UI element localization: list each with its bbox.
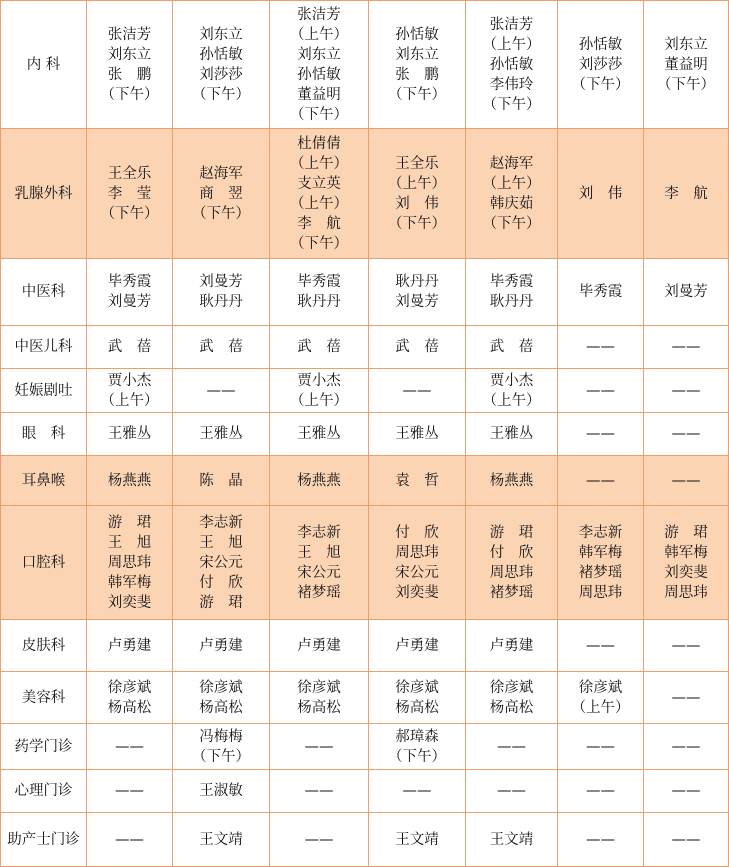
schedule-cell (87, 129, 173, 259)
schedule-cell (644, 770, 729, 813)
dept-name: 口腔科 (21, 554, 66, 571)
schedule-cell (270, 620, 369, 672)
doctor-entry: 王淑敏 (199, 783, 243, 799)
schedule-cell (369, 506, 466, 620)
doctor-entry: —— (586, 472, 615, 489)
doctor-entry: 韩庆茹 (489, 195, 534, 212)
doctor-entry: 卢勇建 (297, 637, 341, 654)
dept-name: 皮肤科 (21, 637, 66, 654)
dept-name: 耳鼻喉 (21, 472, 66, 489)
doctor-entry: —— (206, 382, 236, 399)
doctor-entry: 刘东立 (297, 46, 341, 63)
doctor-entry: 孙恬敏 (578, 36, 623, 53)
doctor-entry: （上午） (482, 175, 541, 192)
dept-name-cell (1, 506, 87, 620)
doctor-entry: 杨高松 (297, 699, 341, 716)
schedule-cell (173, 724, 270, 770)
doctor-entry: —— (671, 426, 701, 442)
doctor-entry: 武 蓓 (489, 339, 534, 355)
doctor-entry: 宋公元 (199, 554, 243, 571)
schedule-cell (369, 770, 466, 813)
schedule-cell (270, 770, 369, 813)
doctor-entry: 刘奕斐 (395, 584, 439, 601)
doctor-entry: 杨燕燕 (297, 472, 341, 489)
doctor-entry: 卢勇建 (395, 637, 439, 654)
dept-name-cell (1, 413, 87, 456)
table-row-midwife-clinic (1, 813, 729, 867)
schedule-cell (466, 813, 558, 867)
schedule-cell (644, 456, 729, 506)
dept-name-cell (1, 456, 87, 506)
doctor-entry: 毕秀霞 (578, 284, 623, 300)
doctor-entry: 李 航 (664, 185, 708, 202)
doctor-entry: 王文靖 (489, 831, 534, 848)
doctor-entry: —— (586, 783, 615, 799)
doctor-entry: 张洁芳 (107, 26, 152, 43)
schedule-cell (558, 413, 644, 456)
schedule-cell (87, 413, 173, 456)
doctor-entry: 王雅丛 (395, 426, 439, 442)
schedule-cell (173, 506, 270, 620)
schedule-cell (558, 259, 644, 326)
doctor-entry: —— (671, 689, 701, 706)
doctor-entry: 王 旭 (199, 534, 243, 551)
doctor-entry: 武 蓓 (297, 339, 341, 355)
schedule-cell (173, 129, 270, 259)
doctor-entry: 杨高松 (489, 699, 534, 716)
table-row-cosmetology (1, 672, 729, 724)
doctor-entry: 王全乐 (395, 155, 439, 172)
doctor-entry: （下午） (192, 748, 250, 765)
schedule-cell (644, 724, 729, 770)
doctor-entry: —— (671, 382, 701, 399)
table-row-pharmacy-clinic (1, 724, 729, 770)
doctor-entry: 董益明 (297, 86, 341, 103)
doctor-entry: 李志新 (578, 524, 623, 541)
doctor-entry: 游 珺 (199, 594, 243, 611)
doctor-entry: 董益明 (664, 56, 708, 73)
schedule-cell (173, 672, 270, 724)
doctor-entry: （下午） (657, 76, 715, 93)
doctor-entry: 毕秀霞 (489, 274, 534, 290)
dept-name-cell (1, 620, 87, 672)
schedule-cell (87, 672, 173, 724)
doctor-entry: 杨高松 (395, 699, 439, 716)
schedule-cell (466, 456, 558, 506)
doctor-entry: 王文靖 (199, 831, 243, 848)
dept-name-cell (1, 326, 87, 369)
schedule-cell (466, 129, 558, 259)
schedule-cell (87, 506, 173, 620)
schedule-cell (87, 326, 173, 369)
schedule-cell (173, 1, 270, 129)
schedule-cell (369, 456, 466, 506)
doctor-entry: 李志新 (297, 524, 341, 541)
doctor-entry: （上午） (571, 699, 630, 716)
dept-name: 妊娠剧吐 (14, 382, 73, 399)
doctor-entry: 张洁芳 (489, 16, 534, 33)
table-row-tcm (1, 259, 729, 326)
doctor-entry: 陈 晶 (199, 472, 243, 489)
schedule-cell (369, 724, 466, 770)
doctor-entry: 韩军梅 (107, 574, 152, 591)
doctor-entry: 刘曼芳 (395, 294, 439, 310)
doctor-entry: 赵海军 (199, 165, 243, 182)
doctor-entry: （下午） (388, 215, 446, 232)
doctor-entry: 孙恬敏 (395, 26, 439, 43)
doctor-entry: —— (586, 382, 615, 399)
doctor-entry: 王雅丛 (199, 426, 243, 442)
schedule-cell (87, 369, 173, 413)
dept-name-cell (1, 129, 87, 259)
doctor-entry: 武 蓓 (395, 339, 439, 355)
schedule-cell (270, 369, 369, 413)
doctor-entry: 王雅丛 (107, 426, 152, 442)
doctor-entry: 张 鹏 (107, 66, 152, 83)
doctor-entry: （下午） (290, 106, 348, 123)
schedule-cell (466, 369, 558, 413)
schedule-cell (644, 1, 729, 129)
schedule-cell (87, 259, 173, 326)
doctor-entry: 郝璋森 (395, 728, 439, 745)
schedule-cell (466, 620, 558, 672)
dept-name-cell (1, 724, 87, 770)
doctor-entry: —— (115, 738, 144, 755)
doctor-entry: —— (671, 339, 701, 355)
dept-name-cell (1, 259, 87, 326)
doctor-entry: 贾小杰 (107, 372, 152, 389)
doctor-entry: 毕秀霞 (107, 274, 152, 290)
dept-name: 心理门诊 (14, 783, 73, 799)
dept-name: 中医儿科 (14, 339, 73, 355)
doctor-entry: —— (402, 382, 432, 399)
doctor-entry: （下午） (100, 86, 159, 103)
doctor-entry: —— (586, 426, 615, 442)
doctor-entry: 王 旭 (297, 544, 341, 561)
doctor-entry: 王全乐 (107, 165, 152, 182)
doctor-entry: 孙恬敏 (489, 56, 534, 73)
doctor-entry: 李伟玲 (489, 76, 534, 93)
schedule-cell (644, 620, 729, 672)
dept-name: 药学门诊 (14, 738, 73, 755)
doctor-entry: （下午） (388, 748, 446, 765)
doctor-entry: 卢勇建 (107, 637, 152, 654)
doctor-entry: 王文靖 (395, 831, 439, 848)
doctor-entry: 褚梦瑶 (578, 564, 623, 581)
dept-name: 乳腺外科 (14, 185, 73, 202)
doctor-entry: 王雅丛 (489, 426, 534, 442)
table-row-internal-medicine (1, 1, 729, 129)
schedule-cell (466, 259, 558, 326)
schedule-cell (644, 326, 729, 369)
doctor-entry: 韩军梅 (664, 544, 708, 561)
doctor-entry: 徐彦斌 (199, 679, 243, 696)
doctor-entry: 李 航 (297, 215, 341, 232)
doctor-entry: —— (304, 831, 334, 848)
doctor-entry: 刘莎莎 (199, 66, 243, 83)
doctor-entry: 杨高松 (107, 699, 152, 716)
doctor-entry: 褚梦瑶 (489, 584, 534, 601)
dept-name: 眼 科 (21, 426, 66, 442)
doctor-entry: 周思玮 (578, 584, 623, 601)
doctor-entry: 徐彦斌 (297, 679, 341, 696)
doctor-entry: （下午） (290, 235, 348, 252)
schedule-cell (87, 813, 173, 867)
dept-name-cell (1, 770, 87, 813)
dept-name-cell (1, 369, 87, 413)
schedule-cell (173, 813, 270, 867)
doctor-entry: —— (671, 637, 701, 654)
doctor-entry: 武 蓓 (107, 339, 152, 355)
doctor-entry: 刘曼芳 (664, 284, 708, 300)
doctor-entry: （下午） (100, 205, 159, 222)
doctor-entry: 游 珺 (664, 524, 708, 541)
schedule-body (1, 1, 729, 867)
schedule-cell (369, 672, 466, 724)
table-row-hyperemesis (1, 369, 729, 413)
doctor-entry: —— (304, 738, 334, 755)
schedule-cell (173, 369, 270, 413)
schedule-cell (270, 724, 369, 770)
doctor-entry: 赵海军 (489, 155, 534, 172)
doctor-entry: 刘奕斐 (107, 594, 152, 611)
schedule-cell (369, 813, 466, 867)
doctor-entry: 徐彦斌 (107, 679, 152, 696)
doctor-entry: 周思玮 (107, 554, 152, 571)
schedule-cell (558, 672, 644, 724)
schedule-cell (369, 259, 466, 326)
schedule-cell (466, 770, 558, 813)
doctor-entry: 刘曼芳 (107, 294, 152, 310)
doctor-entry: —— (497, 738, 526, 755)
doctor-entry: （下午） (388, 86, 446, 103)
doctor-entry: 杨燕燕 (489, 472, 534, 489)
table-row-breast-surgery (1, 129, 729, 259)
doctor-entry: 游 珺 (107, 514, 152, 531)
schedule-cell (466, 413, 558, 456)
doctor-entry: —— (586, 637, 615, 654)
schedule-cell (173, 456, 270, 506)
doctor-entry: （上午） (290, 195, 348, 212)
doctor-entry: （上午） (388, 175, 446, 192)
doctor-entry: 周思玮 (489, 564, 534, 581)
doctor-entry: 杨高松 (199, 699, 243, 716)
doctor-entry: 耿丹丹 (297, 294, 341, 310)
doctor-entry: 王 旭 (107, 534, 152, 551)
schedule-cell (558, 813, 644, 867)
doctor-entry: 孙恬敏 (297, 66, 341, 83)
doctor-entry: 刘东立 (664, 36, 708, 53)
schedule-cell (270, 506, 369, 620)
doctor-entry: 贾小杰 (297, 372, 341, 389)
doctor-entry: 周思玮 (395, 544, 439, 561)
schedule-cell (558, 1, 644, 129)
schedule-cell (87, 620, 173, 672)
schedule-cell (270, 1, 369, 129)
doctor-entry: 卢勇建 (489, 637, 534, 654)
schedule-cell (644, 813, 729, 867)
schedule-cell (87, 770, 173, 813)
doctor-entry: （上午） (290, 155, 348, 172)
table-row-ent (1, 456, 729, 506)
doctor-entry: 宋公元 (297, 564, 341, 581)
schedule-cell (369, 369, 466, 413)
schedule-cell (558, 770, 644, 813)
doctor-entry: —— (115, 831, 144, 848)
doctor-entry: （上午） (290, 392, 348, 409)
doctor-entry: 徐彦斌 (489, 679, 534, 696)
doctor-entry: 袁 哲 (395, 472, 439, 489)
table-row-psychology-clinic (1, 770, 729, 813)
dept-name: 美容科 (21, 689, 66, 706)
schedule-cell (173, 770, 270, 813)
doctor-entry: 贾小杰 (489, 372, 534, 389)
schedule-cell (173, 413, 270, 456)
doctor-entry: （上午） (290, 26, 348, 43)
doctor-entry: （下午） (571, 76, 630, 93)
doctor-entry: 卢勇建 (199, 637, 243, 654)
schedule-cell (466, 1, 558, 129)
table-row-stomatology (1, 506, 729, 620)
dept-name-cell (1, 672, 87, 724)
schedule-cell (87, 456, 173, 506)
doctor-entry: —— (671, 472, 701, 489)
schedule-cell (644, 672, 729, 724)
doctor-entry: 冯梅梅 (199, 728, 243, 745)
schedule-cell (466, 326, 558, 369)
schedule-cell (369, 326, 466, 369)
doctor-entry: 杜倩倩 (297, 135, 341, 152)
schedule-cell (270, 672, 369, 724)
dept-name-cell (1, 1, 87, 129)
schedule-cell (270, 813, 369, 867)
doctor-entry: —— (671, 783, 701, 799)
doctor-entry: （下午） (482, 96, 541, 113)
schedule-cell (644, 369, 729, 413)
doctor-entry: 商 翌 (199, 185, 243, 202)
schedule-cell (270, 129, 369, 259)
doctor-entry: 徐彦斌 (395, 679, 439, 696)
schedule-cell (558, 129, 644, 259)
doctor-entry: 耿丹丹 (489, 294, 534, 310)
dept-name: 助产士门诊 (7, 831, 80, 848)
doctor-entry: —— (586, 738, 615, 755)
doctor-entry: 刘东立 (199, 26, 243, 43)
schedule-cell (466, 506, 558, 620)
schedule-cell (644, 506, 729, 620)
schedule-cell (369, 413, 466, 456)
schedule-cell (466, 672, 558, 724)
doctor-entry: —— (586, 339, 615, 355)
doctor-entry: （下午） (192, 86, 250, 103)
schedule-cell (558, 369, 644, 413)
schedule-cell (369, 1, 466, 129)
doctor-entry: 褚梦瑶 (297, 584, 341, 601)
schedule-cell (369, 129, 466, 259)
schedule-cell (270, 456, 369, 506)
doctor-entry: 支立英 (297, 175, 341, 192)
doctor-entry: 李 莹 (107, 185, 152, 202)
schedule-cell (466, 724, 558, 770)
doctor-entry: 张洁芳 (297, 6, 341, 23)
doctor-entry: 刘 伟 (395, 195, 439, 212)
doctor-entry: 刘 伟 (578, 185, 623, 202)
doctor-entry: 毕秀霞 (297, 274, 341, 290)
doctor-entry: —— (671, 738, 701, 755)
doctor-entry: —— (115, 783, 144, 799)
doctor-entry: —— (497, 783, 526, 799)
doctor-entry: 刘东立 (395, 46, 439, 63)
schedule-cell (558, 724, 644, 770)
doctor-entry: 武 蓓 (199, 339, 243, 355)
doctor-entry: （下午） (482, 215, 541, 232)
doctor-entry: —— (402, 783, 432, 799)
doctor-entry: —— (671, 831, 701, 848)
doctor-entry: —— (304, 783, 334, 799)
schedule-cell (644, 259, 729, 326)
doctor-entry: 付 欣 (395, 524, 439, 541)
schedule-cell (558, 456, 644, 506)
schedule-cell (369, 620, 466, 672)
schedule-cell (87, 1, 173, 129)
doctor-entry: 耿丹丹 (199, 294, 243, 310)
doctor-entry: 周思玮 (664, 584, 708, 601)
dept-name: 内 科 (26, 56, 61, 73)
doctor-entry: 刘东立 (107, 46, 152, 63)
schedule-cell (270, 326, 369, 369)
table-row-tcm-pediatrics (1, 326, 729, 369)
schedule-cell (87, 724, 173, 770)
schedule-cell (558, 326, 644, 369)
doctor-entry: 游 珺 (489, 524, 534, 541)
schedule-cell (644, 413, 729, 456)
doctor-entry: 刘奕斐 (664, 564, 708, 581)
schedule-cell (270, 259, 369, 326)
schedule-cell (558, 506, 644, 620)
table-row-ophthalmology (1, 413, 729, 456)
doctor-entry: 王雅丛 (297, 426, 341, 442)
schedule-cell (558, 620, 644, 672)
doctor-entry: （上午） (482, 392, 541, 409)
schedule-cell (173, 326, 270, 369)
doctor-entry: （下午） (192, 205, 250, 222)
doctor-entry: 孙恬敏 (199, 46, 243, 63)
table-row-dermatology (1, 620, 729, 672)
schedule-cell (270, 413, 369, 456)
doctor-entry: 韩军梅 (578, 544, 623, 561)
doctor-entry: 张 鹏 (395, 66, 439, 83)
dept-name: 中医科 (21, 284, 66, 300)
doctor-entry: 付 欣 (199, 574, 243, 591)
doctor-entry: 刘曼芳 (199, 274, 243, 290)
doctor-entry: 耿丹丹 (395, 274, 439, 290)
schedule-cell (644, 129, 729, 259)
doctor-entry: 徐彦斌 (578, 679, 623, 696)
doctor-entry: —— (586, 831, 615, 848)
doctor-entry: 宋公元 (395, 564, 439, 581)
doctor-entry: 李志新 (199, 514, 243, 531)
doctor-entry: 杨燕燕 (107, 472, 152, 489)
schedule-cell (173, 620, 270, 672)
doctor-entry: （上午） (482, 36, 541, 53)
dept-name-cell (1, 813, 87, 867)
schedule-cell (173, 259, 270, 326)
doctor-entry: （上午） (100, 392, 159, 409)
doctor-entry: 刘莎莎 (578, 56, 623, 73)
doctor-entry: 付 欣 (489, 544, 534, 561)
